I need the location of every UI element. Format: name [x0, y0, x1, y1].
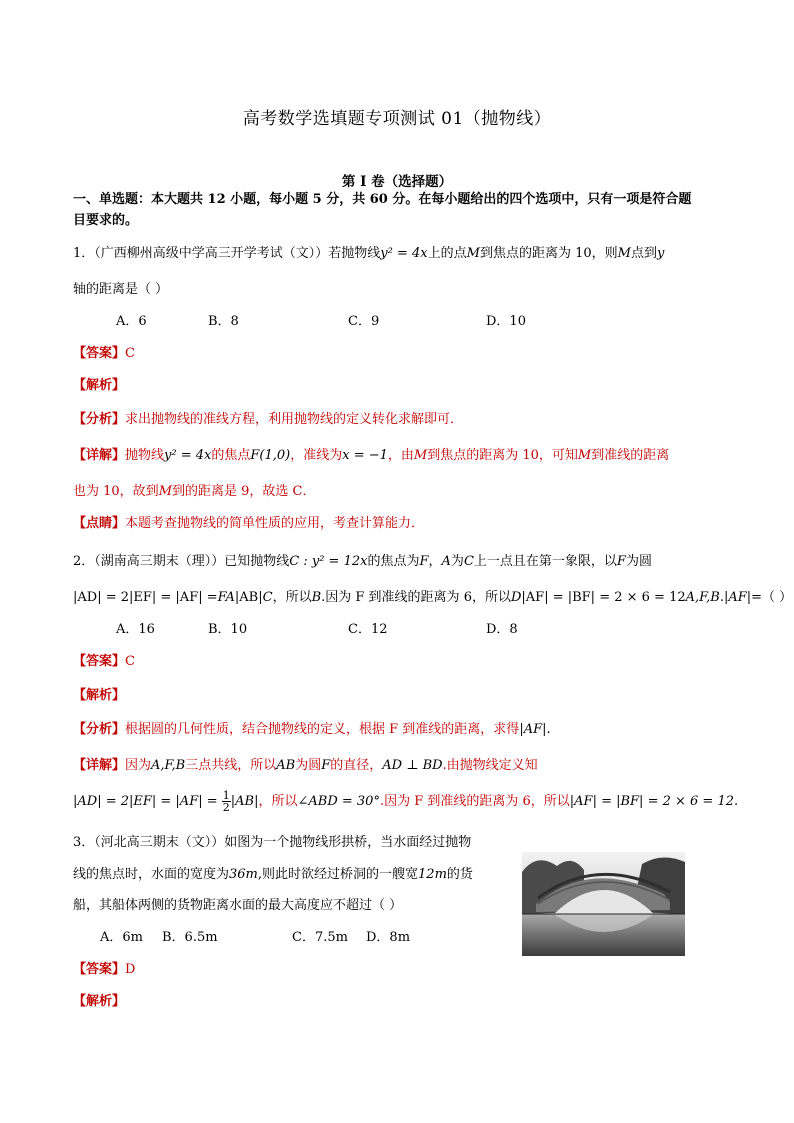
q3-option-a[interactable]: A．6m: [100, 930, 143, 945]
q1-detail-equation: y² = 4x: [164, 448, 212, 463]
q2-answer: [73, 652, 135, 672]
q3-width: 36m: [229, 867, 258, 882]
q1-text: 上的点: [427, 246, 467, 261]
q2-text: 上一点且在第一象限，以: [473, 554, 617, 569]
q2-text: |AB|: [234, 590, 263, 605]
q2-analysis-heading: [73, 686, 125, 706]
q1-fenxi-text: 求出抛物线的准线方程，利用抛物线的定义转化求解即可．: [125, 412, 464, 427]
q1-detail-var: M: [158, 484, 172, 499]
q1-detail-var: M: [577, 448, 592, 463]
fenxi-tag: 【分析】: [73, 722, 126, 737]
q2-detail-equation: |AD| = 2|EF| = |AF| =: [73, 794, 218, 809]
q2-detail-var: |AB|: [230, 794, 259, 809]
q1-detail-text: 到准线的距离: [591, 448, 670, 463]
q1-detail-text: 到的距离是 9，故选 C．: [172, 484, 316, 499]
q1-text: 点到: [630, 246, 657, 261]
q2-equation: C : y² = 12x: [289, 554, 368, 569]
q1-answer-value: C: [125, 346, 135, 361]
q2-stem-line-2: [73, 588, 792, 608]
q2-detail-text: 因为: [125, 758, 152, 773]
q3-stem-line-2: [73, 865, 473, 885]
q2-var: C: [463, 554, 474, 569]
q1-var: y: [656, 246, 665, 261]
q2-stem-line-1: [73, 552, 652, 572]
q3-answer: [73, 960, 135, 980]
analysis-tag: 【解析】: [73, 378, 126, 393]
q1-var: M: [617, 246, 631, 261]
q1-stem-line-1: [73, 244, 664, 264]
q3-text: 的货: [446, 867, 473, 882]
q2-detail-var: AD ⊥ BD: [382, 758, 443, 773]
q2-text: 为: [450, 554, 464, 569]
q1-detail-text: 到焦点的距离为 10，可知: [427, 448, 578, 463]
q2-var: F: [616, 554, 626, 569]
q2-fenxi-var: |AF|: [519, 722, 547, 737]
q1-detail-line-2: [73, 482, 315, 502]
q2-var: FA: [217, 590, 235, 605]
q1-fenxi: [73, 410, 463, 430]
detail-tag: 【详解】: [73, 758, 126, 773]
answer-tag: 【答案】: [73, 962, 126, 977]
q1-option-b[interactable]: B．8: [208, 314, 239, 329]
q2-detail-text: .: [734, 794, 739, 809]
q2-text: 为圆: [625, 554, 652, 569]
q2-text: .: [719, 590, 724, 605]
q3-option-d[interactable]: D．8m: [366, 930, 411, 945]
q2-detail-text: .由抛物线定义知: [442, 758, 538, 773]
q2-var: F: [419, 554, 429, 569]
q1-var: M: [466, 246, 480, 261]
q3-stem-line-3: 船，其船体两侧的货物距离水面的最大高度应不超过（ ）: [73, 898, 403, 913]
q2-detail-angle: ∠ABD = 30°: [297, 794, 380, 809]
q2-detail-text: .因为 F 到准线的距离为 6，所以: [379, 794, 570, 809]
arch-bridge-image-svg: [522, 852, 685, 956]
q3-boat-width: 12m: [418, 867, 447, 882]
q2-var: B: [311, 590, 322, 605]
q1-equation: y² = 4x: [380, 246, 428, 261]
fenxi-tag: 【分析】: [73, 412, 126, 427]
q2-detail-equation: |AF| = |BF| = 2 × 6 = 12: [569, 794, 734, 809]
q1-answer: [73, 344, 135, 364]
q2-option-c[interactable]: C．12: [348, 622, 388, 637]
q3-option-c[interactable]: C．7.5m: [292, 930, 348, 945]
q3-option-b[interactable]: B．6.5m: [162, 930, 218, 945]
q2-option-d[interactable]: D．8: [486, 622, 518, 637]
q2-var: A: [441, 554, 451, 569]
q1-detail-text: 也为 10，故到: [73, 484, 159, 499]
q2-detail-line-1: [73, 756, 538, 776]
q2-detail-var: A,F,B: [151, 758, 186, 773]
q2-var: A,F,B: [685, 590, 720, 605]
q1-detail-directrix: x = −1: [342, 448, 388, 463]
q1-option-c[interactable]: C．9: [348, 314, 380, 329]
q2-detail-text: 的直径，: [330, 758, 383, 773]
comment-tag: 【点睛】: [73, 516, 126, 531]
q3-stem-line-1: 3．（河北高三期末（文））如图为一个抛物线形拱桥，当水面经过抛物: [73, 835, 472, 850]
document-title: 高考数学选填题专项测试 01（抛物线）: [242, 109, 552, 129]
q2-detail-text: 三点共线，所以: [185, 758, 277, 773]
q2-text: ，: [428, 554, 442, 569]
answer-tag: 【答案】: [73, 346, 126, 361]
q1-comment: [73, 514, 424, 534]
analysis-tag: 【解析】: [73, 688, 126, 703]
q2-detail-var: AB: [276, 758, 296, 773]
q1-detail-text: 的焦点: [211, 448, 251, 463]
q3-answer-value: D: [125, 962, 136, 977]
fraction-denominator: 2: [222, 801, 230, 814]
q1-detail-text: 抛物线: [125, 448, 165, 463]
q1-text: 1．（广西柳州高级中学高三开学考试（文））若抛物线: [73, 246, 381, 261]
q2-var: D: [510, 590, 522, 605]
q2-var: C: [262, 590, 273, 605]
arch-bridge-image: [522, 852, 685, 956]
q1-text: 到焦点的距离为 10，则: [479, 246, 618, 261]
q2-text: 2．（湖南高三期末（理））已知抛物线: [73, 554, 290, 569]
q2-text: |AD| = 2|EF| = |AF| =: [73, 590, 218, 605]
q3-analysis-heading: [73, 992, 125, 1012]
q2-text: |AF| = |BF| = 2 × 6 = 12: [521, 590, 686, 605]
q1-option-a[interactable]: A．6: [116, 314, 147, 329]
q2-text: ，所以: [272, 590, 312, 605]
fraction-numerator: 1: [222, 789, 230, 802]
q2-text: =（ ）: [751, 590, 793, 605]
q2-fenxi: [73, 720, 551, 740]
q2-detail-var: F: [321, 758, 331, 773]
q2-text: .因为 F 到准线的距离为 6，所以: [321, 590, 511, 605]
q1-detail-text: ，准线为: [290, 448, 343, 463]
section-title: 第 I 卷（选择题）: [341, 174, 453, 190]
q1-detail-focus: F(1,0): [250, 448, 291, 463]
q2-fraction: [222, 790, 231, 813]
detail-tag: 【详解】: [73, 448, 126, 463]
instructions-line-1: 一、单选题：本大题共 12 小题，每小题 5 分，共 60 分。在每小题给出的四个选项中，只有一项是符合题: [73, 192, 692, 207]
q1-stem-line-2: 轴的距离是（ ）: [73, 282, 169, 297]
q3-text: ,则此时欲经过桥洞的一艘宽: [257, 867, 419, 882]
analysis-tag: 【解析】: [73, 994, 126, 1009]
instructions-line-2: 目要求的。: [73, 213, 139, 228]
q1-detail-line-1: [73, 446, 669, 466]
q1-detail-var: M: [413, 448, 428, 463]
q1-detail-text: ，由: [387, 448, 414, 463]
q3-text: 线的焦点时，水面的宽度为: [73, 867, 230, 882]
q2-var: |AF|: [723, 590, 752, 605]
q2-answer-value: C: [125, 654, 135, 669]
q2-detail-line-2: [73, 790, 738, 813]
q2-text: 的焦点为: [367, 554, 420, 569]
q1-option-d[interactable]: D．10: [486, 314, 526, 329]
q2-fenxi-text: .: [546, 722, 551, 737]
q1-comment-text: 本题考查抛物线的简单性质的应用，考查计算能力．: [125, 516, 425, 531]
answer-tag: 【答案】: [73, 654, 126, 669]
q2-detail-text: 为圆: [295, 758, 322, 773]
q2-fenxi-text: 根据圆的几何性质，结合抛物线的定义，根据 F 到准线的距离，求得: [125, 722, 520, 737]
q2-detail-text: ，所以: [258, 794, 298, 809]
q2-option-b[interactable]: B．10: [208, 622, 248, 637]
q1-analysis-heading: [73, 376, 125, 396]
q2-option-a[interactable]: A．16: [116, 622, 155, 637]
